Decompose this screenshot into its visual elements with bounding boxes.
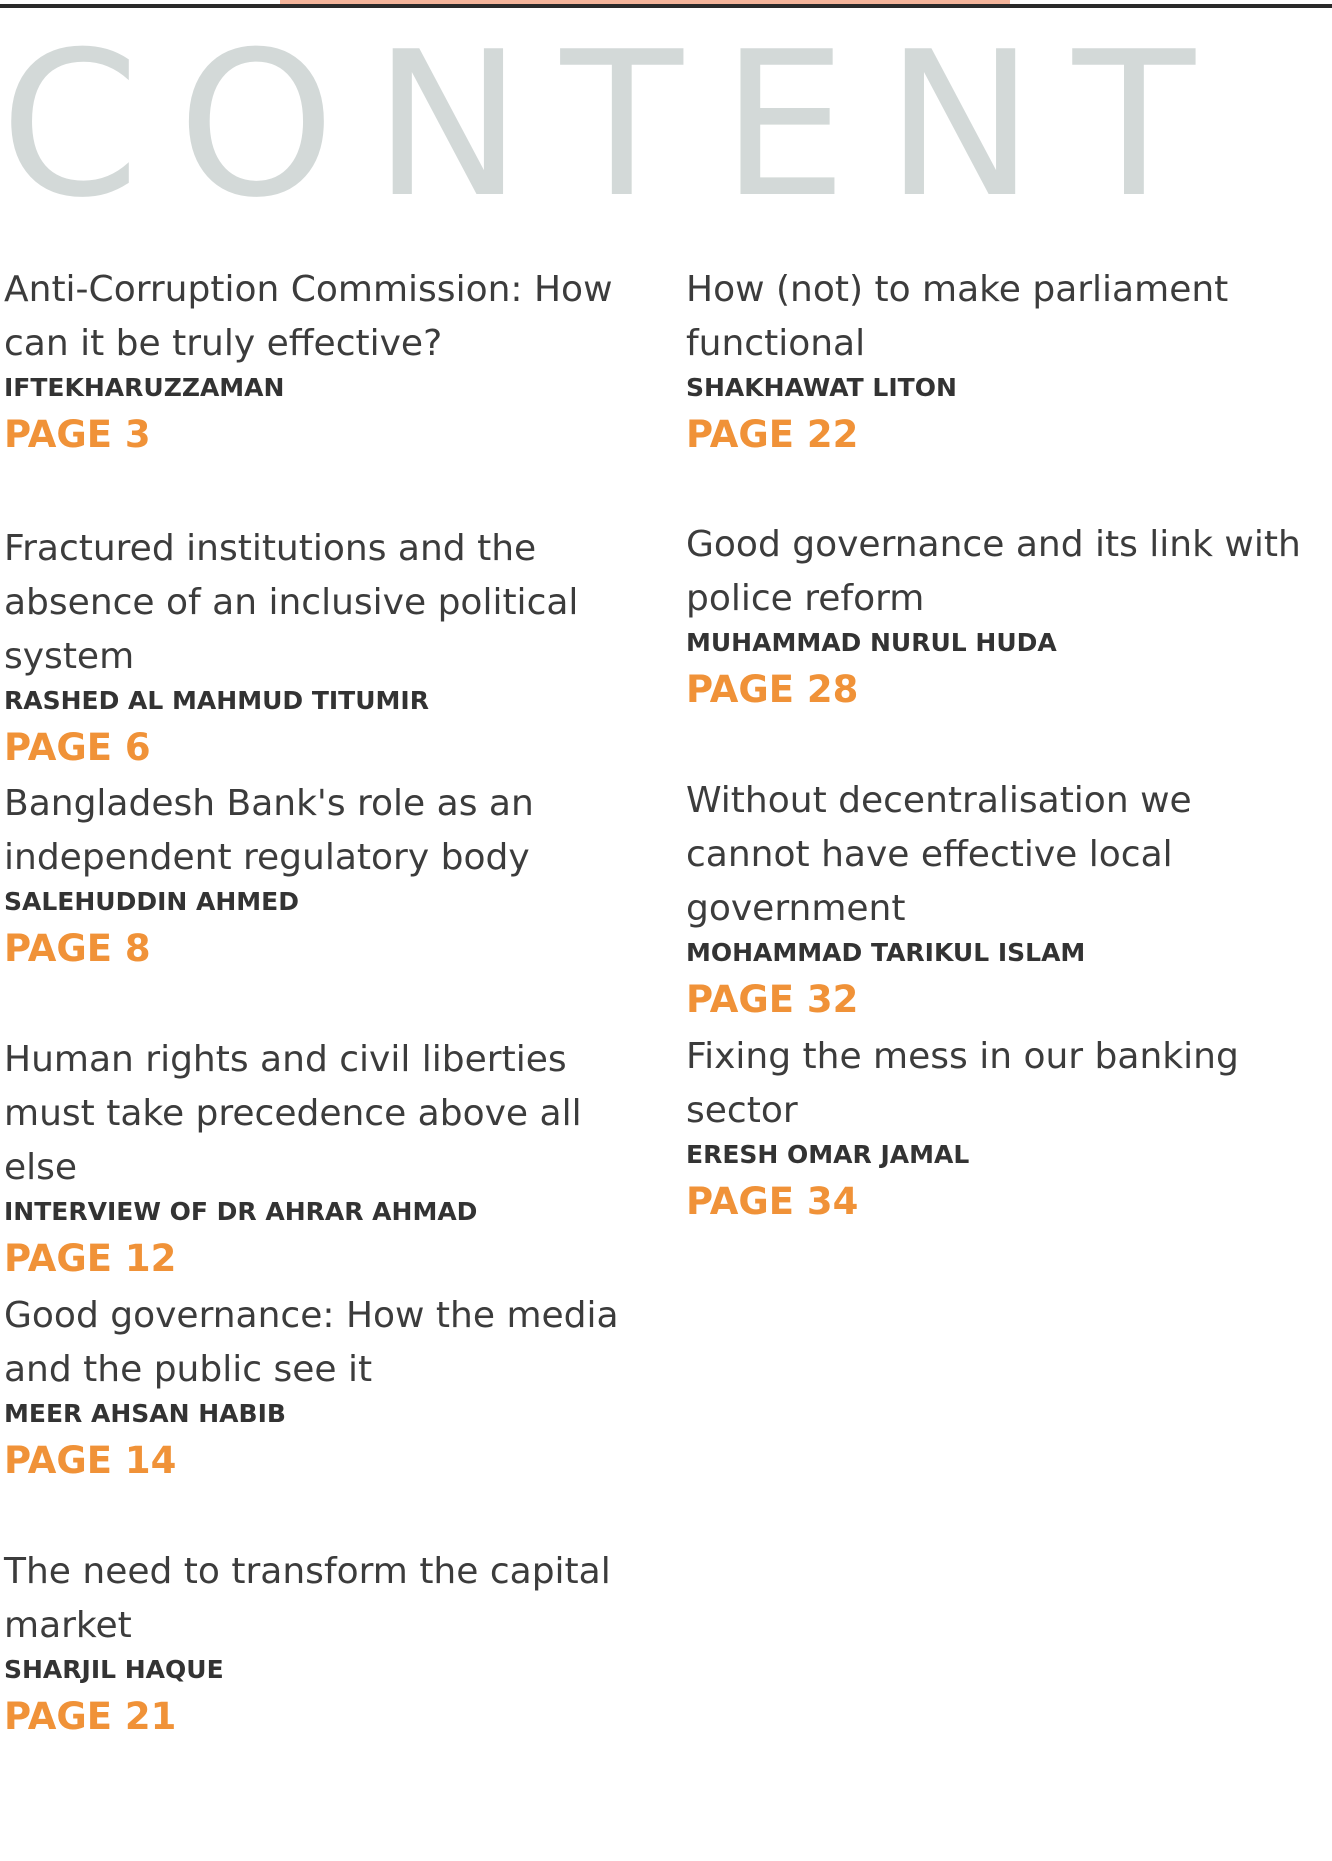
entry-author: MUHAMMAD NURUL HUDA <box>686 628 1057 657</box>
entry-author: RASHED AL MAHMUD TITUMIR <box>4 686 429 715</box>
page-heading: CONTENT <box>0 26 1233 226</box>
entry-title: Good governance and its link with police reform <box>686 524 1301 619</box>
contents-entry[interactable] <box>4 777 644 1033</box>
entry-title: Bangladesh Bank's role as an independent regulatory body <box>4 783 534 878</box>
entry-author: MEER AHSAN HABIB <box>4 1399 286 1428</box>
contents-entry[interactable] <box>4 263 644 522</box>
contents-entry[interactable] <box>686 263 1326 518</box>
contents-entry[interactable] <box>4 1545 644 1741</box>
entry-title: Without decentralisation we cannot have effective local government <box>686 780 1192 929</box>
entry-page-link[interactable]: PAGE 22 <box>686 413 859 456</box>
entry-page-link[interactable]: PAGE 12 <box>4 1237 177 1280</box>
entry-title: Human rights and civil liberties must take precedence above all else <box>4 1039 582 1188</box>
contents-entry[interactable] <box>4 522 644 777</box>
entry-author: ERESH OMAR JAMAL <box>686 1140 970 1169</box>
entry-page-link[interactable]: PAGE 14 <box>4 1439 177 1482</box>
entry-author: MOHAMMAD TARIKUL ISLAM <box>686 938 1086 967</box>
entry-title: Fractured institutions and the absence of an inclusive political system <box>4 528 579 677</box>
entry-author: IFTEKHARUZZAMAN <box>4 373 285 402</box>
entry-title: Good governance: How the media and the public see it <box>4 1295 619 1390</box>
entry-page-link[interactable]: PAGE 6 <box>4 726 151 769</box>
entry-author: SALEHUDDIN AHMED <box>4 887 299 916</box>
entry-page-link[interactable]: PAGE 32 <box>686 978 859 1021</box>
entry-page-link[interactable]: PAGE 3 <box>4 413 151 456</box>
entry-title: Fixing the mess in our banking sector <box>686 1036 1239 1131</box>
contents-entry[interactable] <box>686 1030 1326 1226</box>
entry-page-link[interactable]: PAGE 21 <box>4 1695 177 1738</box>
contents-entry[interactable] <box>686 518 1326 774</box>
contents-entry[interactable] <box>4 1289 644 1545</box>
contents-left-column <box>4 263 644 1741</box>
top-accent-bar <box>280 0 1010 4</box>
contents-entry[interactable] <box>4 1033 644 1289</box>
entry-author: SHAKHAWAT LITON <box>686 373 957 402</box>
entry-title: How (not) to make parliament functional <box>686 269 1229 364</box>
entry-title: Anti-Corruption Commission: How can it be truly effective? <box>4 269 613 364</box>
entry-page-link[interactable]: PAGE 34 <box>686 1180 859 1223</box>
contents-entry[interactable] <box>686 774 1326 1030</box>
entry-title: The need to transform the capital market <box>4 1551 611 1646</box>
entry-author: SHARJIL HAQUE <box>4 1655 224 1684</box>
top-rule <box>0 4 1332 8</box>
entry-author: INTERVIEW OF DR AHRAR AHMAD <box>4 1197 478 1226</box>
entry-page-link[interactable]: PAGE 8 <box>4 927 151 970</box>
contents-right-column <box>686 263 1326 1226</box>
entry-page-link[interactable]: PAGE 28 <box>686 668 859 711</box>
